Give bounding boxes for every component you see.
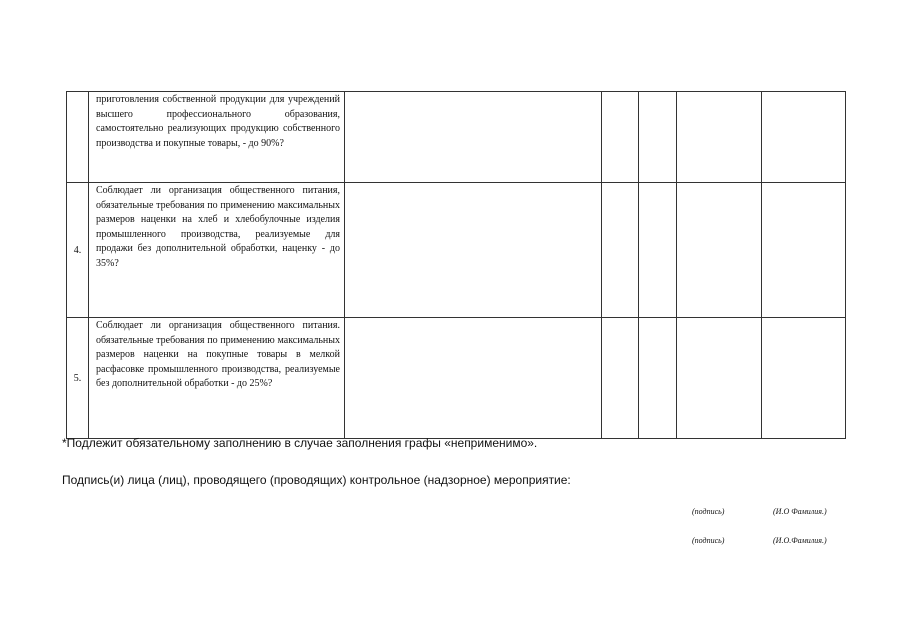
no-cell [639, 318, 677, 439]
no-cell [639, 183, 677, 318]
note-cell [762, 318, 846, 439]
not-applicable-cell [677, 92, 762, 183]
question-text: Соблюдает ли организация общественного питания. обязательные требования по применению максимальных размеров наценки на покупные товары в мелкой расфасовке промышленного производства, реализуемые без дополнительной обработки - до 25%? [89, 318, 345, 439]
signature-label: (подпись) [692, 507, 725, 516]
no-cell [639, 92, 677, 183]
name-label: (И.О.Фамилия.) [773, 536, 827, 545]
name-label: (И.О Фамилия.) [773, 507, 827, 516]
question-text: Соблюдает ли организация общественного питания, обязательные требования по применению максимальных размеров наценки на хлеб и хлебобулочные изделия промышленного производства, реализуемые для продажи без дополнительной обработки, наценку - до 35%? [89, 183, 345, 318]
not-applicable-cell [677, 318, 762, 439]
yes-cell [602, 318, 639, 439]
row-number [67, 92, 89, 183]
table-row [67, 92, 846, 183]
signature-label: (подпись) [692, 536, 725, 545]
table-row [67, 318, 846, 439]
table-row [67, 183, 846, 318]
signature-caption: Подпись(и) лица (лиц), проводящего (проводящих) контрольное (надзорное) мероприятие: [62, 473, 571, 487]
note-cell [762, 183, 846, 318]
answer-cell [345, 92, 602, 183]
footnote: *Подлежит обязательному заполнению в случае заполнения графы «неприменимо». [62, 436, 538, 450]
row-number: 4. [67, 183, 89, 318]
answer-cell [345, 318, 602, 439]
question-text: приготовления собственной продукции для учреждений высшего профессионального образования, самостоятельно реализующих продукцию собственного производства и покупные товары, - до 90%? [89, 92, 345, 183]
note-cell [762, 92, 846, 183]
answer-cell [345, 183, 602, 318]
not-applicable-cell [677, 183, 762, 318]
checklist-table [66, 91, 846, 439]
row-number: 5. [67, 318, 89, 439]
yes-cell [602, 92, 639, 183]
yes-cell [602, 183, 639, 318]
